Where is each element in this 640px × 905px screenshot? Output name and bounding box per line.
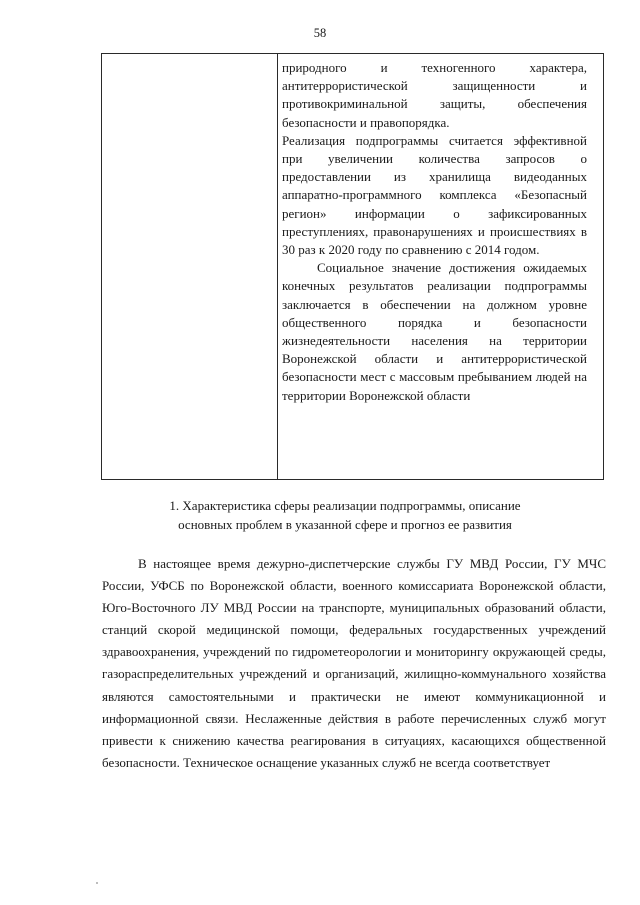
table-paragraph-scope: природного и техногенного характера, антитеррористической защищенности и противокриминальной защиты, обеспечения безопасности и правопорядка.: [282, 60, 587, 130]
page-number: 58: [313, 26, 327, 40]
section-body-paragraph: В настоящее время дежурно-диспетчерские службы ГУ МВД России, ГУ МЧС России, УФСБ по Воронежской области, военного комиссариата Воронежской области, Юго-Восточного ЛУ МВД России на транспорте, муниципальных образований области, станций скорой медицинской помощи, федеральных государственных учреждений здравоохранения, учреждений по гидрометеорологии и мониторингу окружающей среды, газораспределительных учреждений и организаций, жилищно-коммунального хозяйства являются самостоятельными и практически не имеют коммуникационной и информационной связи. Неслаженные действия в работе перечисленных служб могут привести к снижению качества реагирования в ситуациях, касающихся общественной безопасности. Техническое оснащение указанных служб не всегда соответствует: [102, 556, 606, 770]
section-heading-line-2: основных проблем в указанной сфере и прогноз ее развития: [178, 516, 512, 532]
scan-speck: [96, 882, 98, 884]
table-paragraph-efficiency: Реализация подпрограммы считается эффективной при увеличении количества запросов о предоставлении из хранилища видеоданных аппаратно-программного комплекса «Безопасный регион» информации о зафиксированных преступлениях, правонарушениях и происшествиях в 30 раз к 2020 году по сравнению с 2014 годом.: [282, 132, 587, 258]
table-paragraph-social-value: Социальное значение достижения ожидаемых конечных результатов реализации подпрограммы заключается в обеспечении на должном уровне общественного порядка и безопасности жизнедеятельности населения на территории Воронежской области и антитеррористической безопасности мест с массовым пребыванием людей на территории Воронежской области: [282, 260, 587, 403]
table-right-cell: [282, 59, 587, 405]
passport-table: [101, 53, 604, 480]
table-column-divider: [277, 54, 278, 479]
section-heading: [120, 497, 570, 534]
section-heading-line-1: 1. Характеристика сферы реализации подпрограммы, описание: [169, 498, 521, 513]
